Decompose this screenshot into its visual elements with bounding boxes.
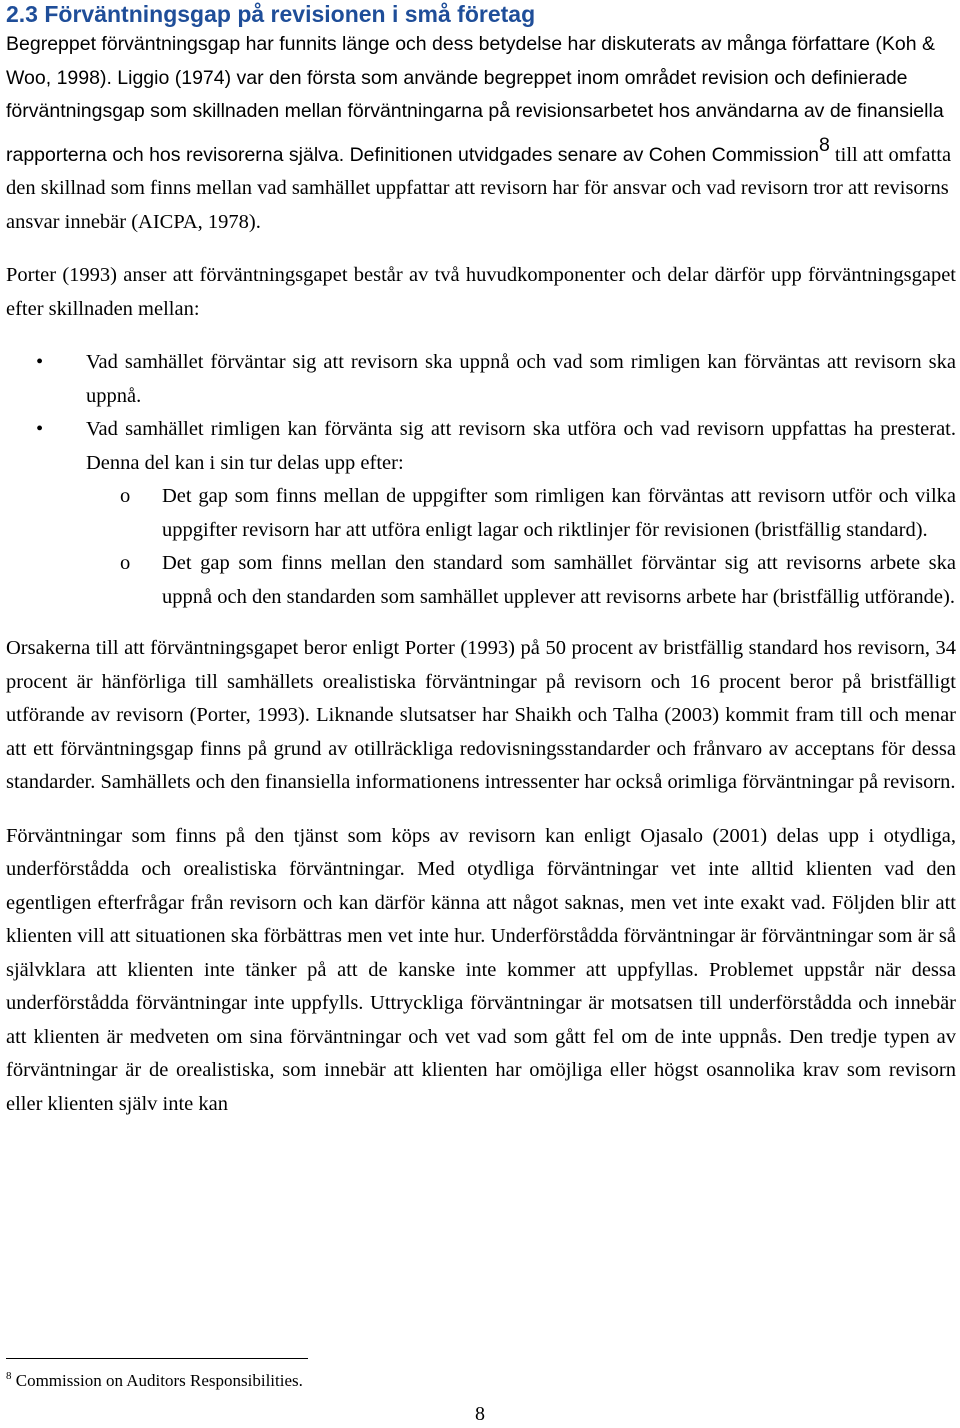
causes-paragraph: Orsakerna till att förväntningsgapet beror enligt Porter (1993) på 50 procent av bristfällig standard hos revisorn, 34 procent är hänförliga till samhällets orealistiska förväntningar på revisorn och 16 procent beror på bristfälligt utförande av revisorn (Porter, 1993). Liknande slutsatser har Shaikh och Talha (2003) kommit fram till och menar att ett förväntningsgap finns på grund av otillräckliga redovisningsstandarder och frånvaro av acceptans för dessa standarder. Samhällets och den finansiella informationens intressenter har också orimliga förväntningar på revisorn. bbox=[6, 637, 956, 793]
footnote-reference: 8 bbox=[818, 133, 830, 156]
bullet-item bbox=[6, 346, 956, 413]
page-number: 8 bbox=[475, 1403, 485, 1425]
footnote-text: Commission on Auditors Responsibilities. bbox=[11, 1371, 303, 1390]
intro-paragraph bbox=[6, 28, 956, 239]
footnote-divider bbox=[6, 1358, 308, 1359]
document-page bbox=[6, 0, 956, 1121]
sub-bullet-text: Det gap som finns mellan de uppgifter som rimligen kan förväntas att revisorn utför och vilka uppgifter revisorn har att utföra enligt lagar och riktlinjer för revisionen (bristfällig standard). bbox=[162, 485, 956, 541]
bullet-text: Vad samhället rimligen kan förvänta sig att revisorn ska utföra och vad revisorn uppfattas ha presterat. Denna del kan i sin tur delas upp efter: bbox=[86, 418, 956, 474]
section-heading: 2.3 Förväntningsgap på revisionen i små företag bbox=[6, 1, 536, 27]
bullet-text: Vad samhället förväntar sig att revisorn ska uppnå och vad som rimligen kan förväntas att revisorn ska uppnå. bbox=[86, 351, 956, 407]
footnote bbox=[6, 1370, 303, 1392]
bullet-icon: • bbox=[36, 351, 44, 373]
sub-bullet-item bbox=[6, 547, 956, 614]
circle-bullet-icon: o bbox=[120, 485, 131, 507]
intro-sans-text: Begreppet förväntningsgap har funnits länge och dess betydelse har diskuterats av många författare (Koh & Woo, 1998). Liggio (1974) var den första som använde begreppet inom området revision och definierade förväntningsgap som skillnaden mellan förväntningarna på revisionsarbetet hos användarna av de finansiella rapporterna och hos revisorerna själva. Definitionen utvidgades senare av Cohen Commission bbox=[6, 33, 944, 166]
bullet-list bbox=[6, 346, 956, 614]
sub-bullet-text: Det gap som finns mellan den standard som samhället förväntar sig att revisorns arbete ska uppnå och den standarden som samhället upplever att revisorns arbete har (bristfällig utförande). bbox=[162, 552, 956, 608]
sub-bullet-list bbox=[86, 480, 956, 614]
bullet-item bbox=[6, 413, 956, 614]
bullet-icon: • bbox=[36, 418, 44, 440]
expectations-paragraph: Förväntningar som finns på den tjänst som köps av revisorn kan enligt Ojasalo (2001) delas upp i otydliga, underförstådda och orealistiska förväntningar. Med otydliga förväntningar vet inte alltid klienten vad den egentligen efterfrågar från revisorn och kan därför känna att något saknas, men vet inte exakt vad. Följden blir att klienten vill att situationen ska förbättras men vet inte hur. Underförstådda förväntningar är förväntningar som är så självklara att klienten inte tänker på att de kanske inte kommer att uppfyllas. Problemet uppstår när dessa underförstådda förväntningar inte uppfylls. Uttryckliga förväntningar är motsatsen till underförstådda och innebär att klienten är medveten om sina förväntningar och vet vad som gått fel om de inte uppnås. Den tredje typen av förväntningar är de orealistiska, som innebär att klienten har omöjliga eller högst osannolika krav som revisorn eller klienten själv inte kan bbox=[6, 824, 956, 1115]
porter-intro-paragraph: Porter (1993) anser att förväntningsgapet består av två huvudkomponenter och delar därför upp förväntningsgapet efter skillnaden mellan: bbox=[6, 264, 956, 320]
intro-serif-text: till att omfatta den skillnad som finns mellan vad samhället uppfattar att revisorn har för ansvar och vad revisorn tror att revisorns ansvar innebär (AICPA, 1978). bbox=[6, 143, 952, 233]
sub-bullet-item bbox=[6, 480, 956, 547]
footnote-number: 8 bbox=[6, 1370, 12, 1382]
circle-bullet-icon: o bbox=[120, 552, 131, 574]
